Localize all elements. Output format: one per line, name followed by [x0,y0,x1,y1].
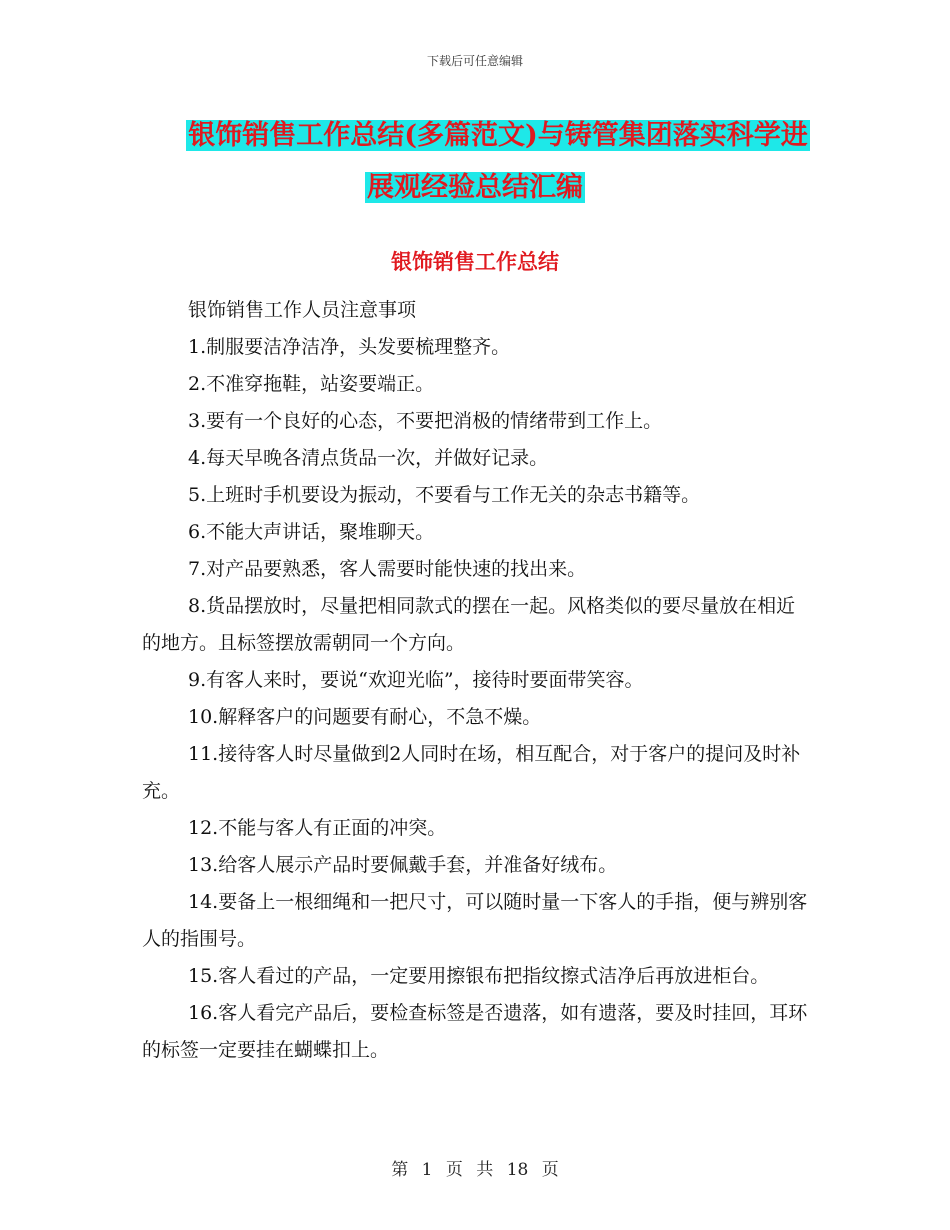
paragraph-item-4: 4.每天早晚各清点货品一次，并做好记录。 [188,447,549,469]
paragraph-item-15: 15.客人看过的产品，一定要用擦银布把指纹擦式洁净后再放进柜台。 [188,965,770,987]
paragraph-item-16: 16.客人看完产品后，要检查标签是否遗落，如有遗落，要及时挂回，耳环的标签一定要挂在蝴蝶扣上。 [142,1002,808,1061]
paragraph-item-12: 12.不能与客人有正面的冲突。 [188,817,447,839]
document-title-line-2: 展观经验总结汇编 [367,172,583,203]
page-header-note: 下载后可任意编辑 [426,54,523,68]
paragraph-item-10: 10.解释客户的问题要有耐心，不急不燥。 [188,706,542,728]
paragraph-item-14: 14.要备上一根细绳和一把尺寸，可以随时量一下客人的手指，便与辨别客人的指围号。 [142,891,808,950]
paragraph-item-7: 7.对产品要熟悉，客人需要时能快速的找出来。 [188,558,587,580]
paragraph-item-3: 3.要有一个良好的心态，不要把消极的情绪带到工作上。 [188,410,663,432]
document-title [0,110,950,214]
document-body [142,292,810,1069]
section-title: 银饰销售工作总结 [391,249,559,274]
paragraph-item-5: 5.上班时手机要设为振动，不要看与工作无关的杂志书籍等。 [188,484,701,506]
paragraph-item-1: 1.制服要洁净洁净，头发要梳理整齐。 [188,336,511,358]
paragraph-intro: 银饰销售工作人员注意事项 [188,299,417,321]
paragraph-item-6: 6.不能大声讲话，聚堆聊天。 [188,521,435,543]
paragraph-item-2: 2.不准穿拖鞋，站姿要端正。 [188,373,435,395]
paragraph-item-8: 8.货品摆放时，尽量把相同款式的摆在一起。风格类似的要尽量放在相近的地方。且标签摆放需朝同一个方向。 [142,595,796,654]
paragraph-item-13: 13.给客人展示产品时要佩戴手套，并准备好绒布。 [188,854,618,876]
paragraph-item-11: 11.接待客人时尽量做到2人同时在场，相互配合，对于客户的提问及时补充。 [142,743,801,802]
page-number-footer: 第 1 页 共 18 页 [391,1160,559,1180]
paragraph-item-9: 9.有客人来时，要说“欢迎光临”，接待时要面带笑容。 [188,669,644,691]
document-title-line-1: 银饰销售工作总结(多篇范文)与铸管集团落实科学进 [188,120,808,151]
